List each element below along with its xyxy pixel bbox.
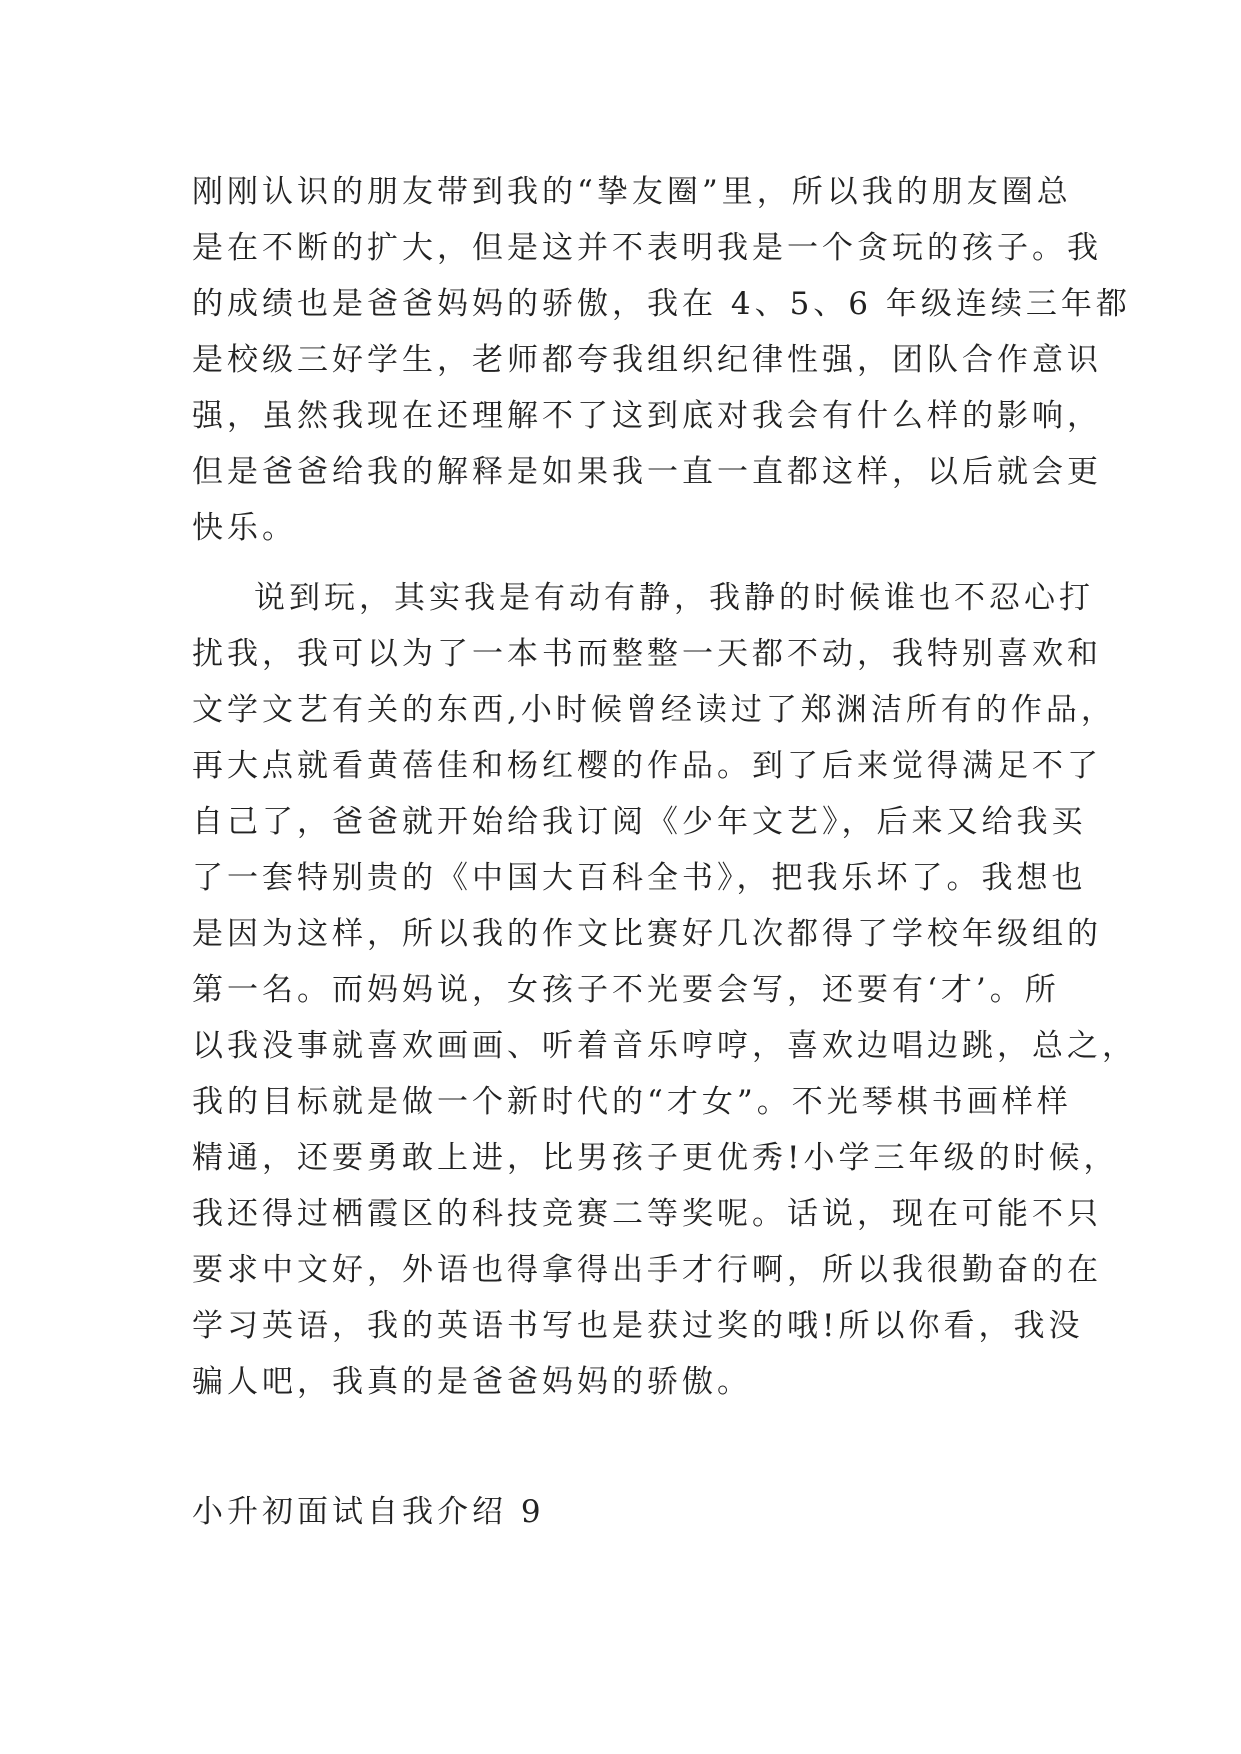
paragraph-line: 学习英语，我的英语书写也是获过奖的哦!所以你看，我没 [192, 1308, 1084, 1344]
paragraph-line: 刚刚认识的朋友带到我的“挚友圈”里，所以我的朋友圈总 [192, 174, 1072, 210]
paragraph-line: 我的目标就是做一个新时代的“才女”。不光琴棋书画样样 [192, 1084, 1072, 1120]
paragraph-line: 第一名。而妈妈说，女孩子不光要会写，还要有‘才’。所 [192, 972, 1060, 1008]
paragraph-line: 要求中文好，外语也得拿得出手才行啊，所以我很勤奋的在 [192, 1252, 1102, 1288]
paragraph-line: 以我没事就喜欢画画、听着音乐哼哼，喜欢边唱边跳，总之， [192, 1028, 1137, 1064]
paragraph-line: 说到玩，其实我是有动有静，我静的时候谁也不忍心打 [254, 580, 1094, 616]
paragraph-line: 我还得过栖霞区的科技竞赛二等奖呢。话说，现在可能不只 [192, 1196, 1102, 1232]
paragraph-line: 是校级三好学生，老师都夸我组织纪律性强，团队合作意识 [192, 342, 1102, 378]
paragraph-line: 是在不断的扩大，但是这并不表明我是一个贪玩的孩子。我 [192, 230, 1102, 266]
paragraph-line: 再大点就看黄蓓佳和杨红樱的作品。到了后来觉得满足不了 [192, 748, 1102, 784]
paragraph-line: 快乐。 [192, 510, 297, 546]
paragraph-line: 是因为这样，所以我的作文比赛好几次都得了学校年级组的 [192, 916, 1102, 952]
section-heading: 小升初面试自我介绍 9 [192, 1494, 545, 1530]
paragraph-line: 了一套特别贵的《中国大百科全书》，把我乐坏了。我想也 [192, 860, 1087, 896]
paragraph-line: 强，虽然我现在还理解不了这到底对我会有什么样的影响， [192, 398, 1102, 434]
paragraph-line: 骗人吧，我真的是爸爸妈妈的骄傲。 [192, 1364, 752, 1400]
paragraph-line: 的成绩也是爸爸妈妈的骄傲，我在 4、5、6 年级连续三年都 [192, 286, 1131, 322]
paragraph-line: 自己了，爸爸就开始给我订阅《少年文艺》，后来又给我买 [192, 804, 1087, 840]
paragraph-line: 扰我，我可以为了一本书而整整一天都不动，我特别喜欢和 [192, 636, 1102, 672]
paragraph-line: 文学文艺有关的东西,小时候曾经读过了郑渊洁所有的作品， [192, 692, 1116, 728]
paragraph-line: 精通，还要勇敢上进，比男孩子更优秀!小学三年级的时候， [192, 1140, 1119, 1176]
paragraph-line: 但是爸爸给我的解释是如果我一直一直都这样，以后就会更 [192, 454, 1102, 490]
